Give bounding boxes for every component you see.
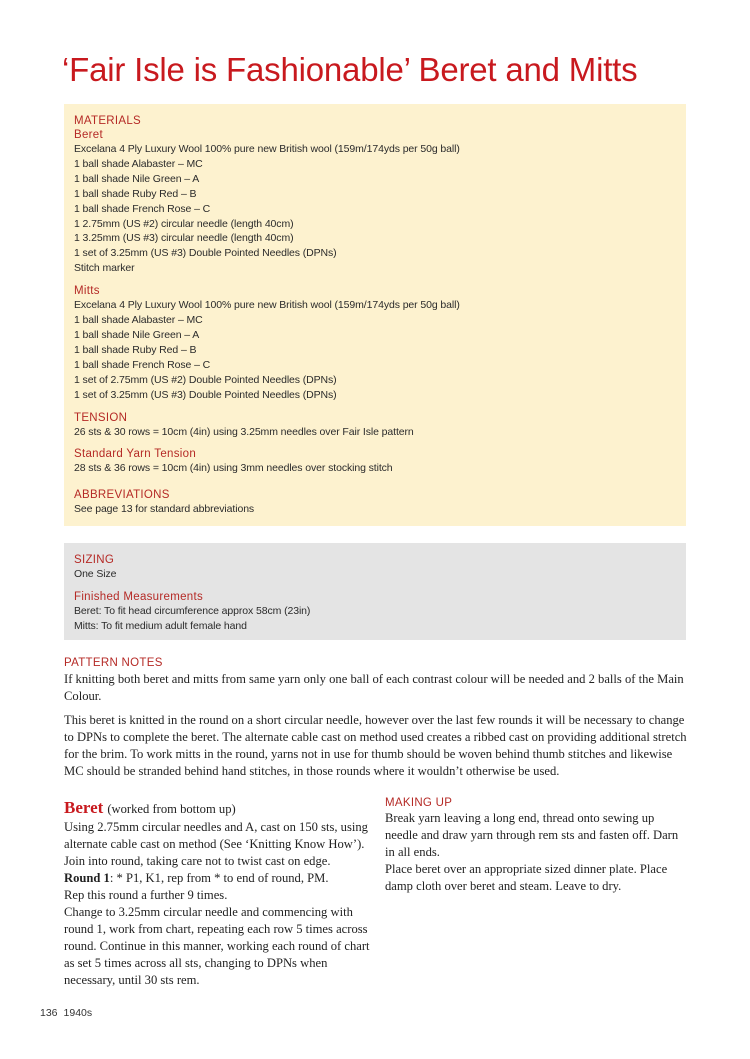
making-up-paragraph-1: Break yarn leaving a long end, thread onto sewing up needle and draw yarn through rem sts and fasten off. Darn in all ends. xyxy=(385,811,679,859)
round-1-text: : * P1, K1, rep from * to end of round, PM. xyxy=(109,871,329,885)
making-up-heading: MAKING UP xyxy=(385,797,453,809)
beret-title: Beret xyxy=(64,798,104,817)
sizing-heading: SIZING xyxy=(74,554,115,566)
sizing-panel xyxy=(64,543,686,640)
material-line: 1 ball shade French Rose – C xyxy=(74,358,211,371)
material-line: 1 set of 2.75mm (US #2) Double Pointed Needles (DPNs) xyxy=(74,373,337,386)
materials-panel xyxy=(64,104,686,526)
material-line: 1 ball shade Ruby Red – B xyxy=(74,187,197,200)
round-1-label: Round 1 xyxy=(64,871,110,885)
beret-materials-list xyxy=(74,142,676,276)
mitts-measurement: Mitts: To fit medium adult female hand xyxy=(74,619,247,632)
material-line: 1 ball shade Alabaster – MC xyxy=(74,157,203,170)
mitts-materials-list xyxy=(74,298,676,402)
material-line: 1 ball shade Nile Green – A xyxy=(74,172,200,185)
material-line: 1 set of 3.25mm (US #3) Double Pointed Needles (DPNs) xyxy=(74,247,337,260)
material-line: Excelana 4 Ply Luxury Wool 100% pure new British wool (159m/174yds per 50g ball) xyxy=(74,143,460,155)
mitts-materials-heading: Mitts xyxy=(74,285,100,298)
footer-section: 1940s xyxy=(63,1007,93,1019)
pattern-notes-paragraph-1: If knitting both beret and mitts from same yarn only one ball of each contrast colour will be needed and 2 balls of the Main Colour. xyxy=(64,672,684,703)
page-title: ‘Fair Isle is Fashionable’ Beret and Mitts xyxy=(62,51,638,88)
beret-materials-heading: Beret xyxy=(74,129,103,141)
page-footer xyxy=(40,1007,98,1019)
beret-subtitle: (worked from bottom up) xyxy=(107,802,236,816)
beret-repeat-text: Rep this round a further 9 times. xyxy=(64,888,228,902)
beret-instructions xyxy=(64,798,374,989)
making-up-paragraph-2: Place beret over an appropriate sized dinner plate. Place damp cloth over beret and steam. Leave to dry. xyxy=(385,862,668,893)
beret-chart-text: Change to 3.25mm circular needle and commencing with round 1, work from chart, repeating each row 5 times across round. Continue in this manner, working each round of chart as set 5 times across all sts, changing to DPNs when necessary, until 30 sts rem. xyxy=(64,905,370,987)
beret-measurement: Beret: To fit head circumference approx 58cm (23in) xyxy=(74,604,311,617)
materials-heading: MATERIALS xyxy=(74,115,142,127)
beret-round-1 xyxy=(64,870,374,887)
material-line: 1 ball shade Ruby Red – B xyxy=(74,343,197,356)
beret-section-heading xyxy=(64,798,374,818)
material-line: 1 ball shade Nile Green – A xyxy=(74,328,200,341)
material-line: Excelana 4 Ply Luxury Wool 100% pure new British wool (159m/174yds per 50g ball) xyxy=(74,299,460,312)
abbreviations-text: See page 13 for standard abbreviations xyxy=(74,503,255,516)
pattern-notes-paragraph-2: This beret is knitted in the round on a short circular needle, however over the last few rounds it will be necessary to change to DPNs to complete the beret. The alternate cable cast on method used creates a ribbed cast on providing additional stretch for the brim. To work mitts in the round, yarns not in use for thumb should be woven behind thumb stitches and likewise MC should be stranded behind hand stitches, in those rounds where it wouldn’t otherwise be used. xyxy=(64,713,687,778)
finished-measurements-heading: Finished Measurements xyxy=(74,590,204,603)
standard-tension-heading: Standard Yarn Tension xyxy=(74,448,197,461)
tension-text: 26 sts & 30 rows = 10cm (4in) using 3.25mm needles over Fair Isle pattern xyxy=(74,425,414,438)
material-line: Stitch marker xyxy=(74,262,135,275)
material-line: 1 2.75mm (US #2) circular needle (length 40cm) xyxy=(74,217,294,230)
tension-heading: TENSION xyxy=(74,411,128,424)
material-line: 1 ball shade French Rose – C xyxy=(74,202,211,215)
pattern-notes-heading: PATTERN NOTES xyxy=(64,657,163,669)
material-line: 1 ball shade Alabaster – MC xyxy=(74,314,203,327)
making-up-instructions xyxy=(385,797,690,895)
beret-cast-on-text: Using 2.75mm circular needles and A, cast on 150 sts, using alternate cable cast on method (See ‘Knitting Know How’). Join into round, taking care not to twist cast on edge. xyxy=(64,820,368,868)
standard-tension-text: 28 sts & 36 rows = 10cm (4in) using 3mm needles over stocking stitch xyxy=(74,462,393,475)
sizing-text: One Size xyxy=(74,568,117,580)
material-line: 1 3.25mm (US #3) circular needle (length 40cm) xyxy=(74,232,294,245)
material-line: 1 set of 3.25mm (US #3) Double Pointed Needles (DPNs) xyxy=(74,388,337,401)
abbreviations-heading: ABBREVIATIONS xyxy=(74,489,170,502)
page-number: 136 xyxy=(40,1007,58,1019)
